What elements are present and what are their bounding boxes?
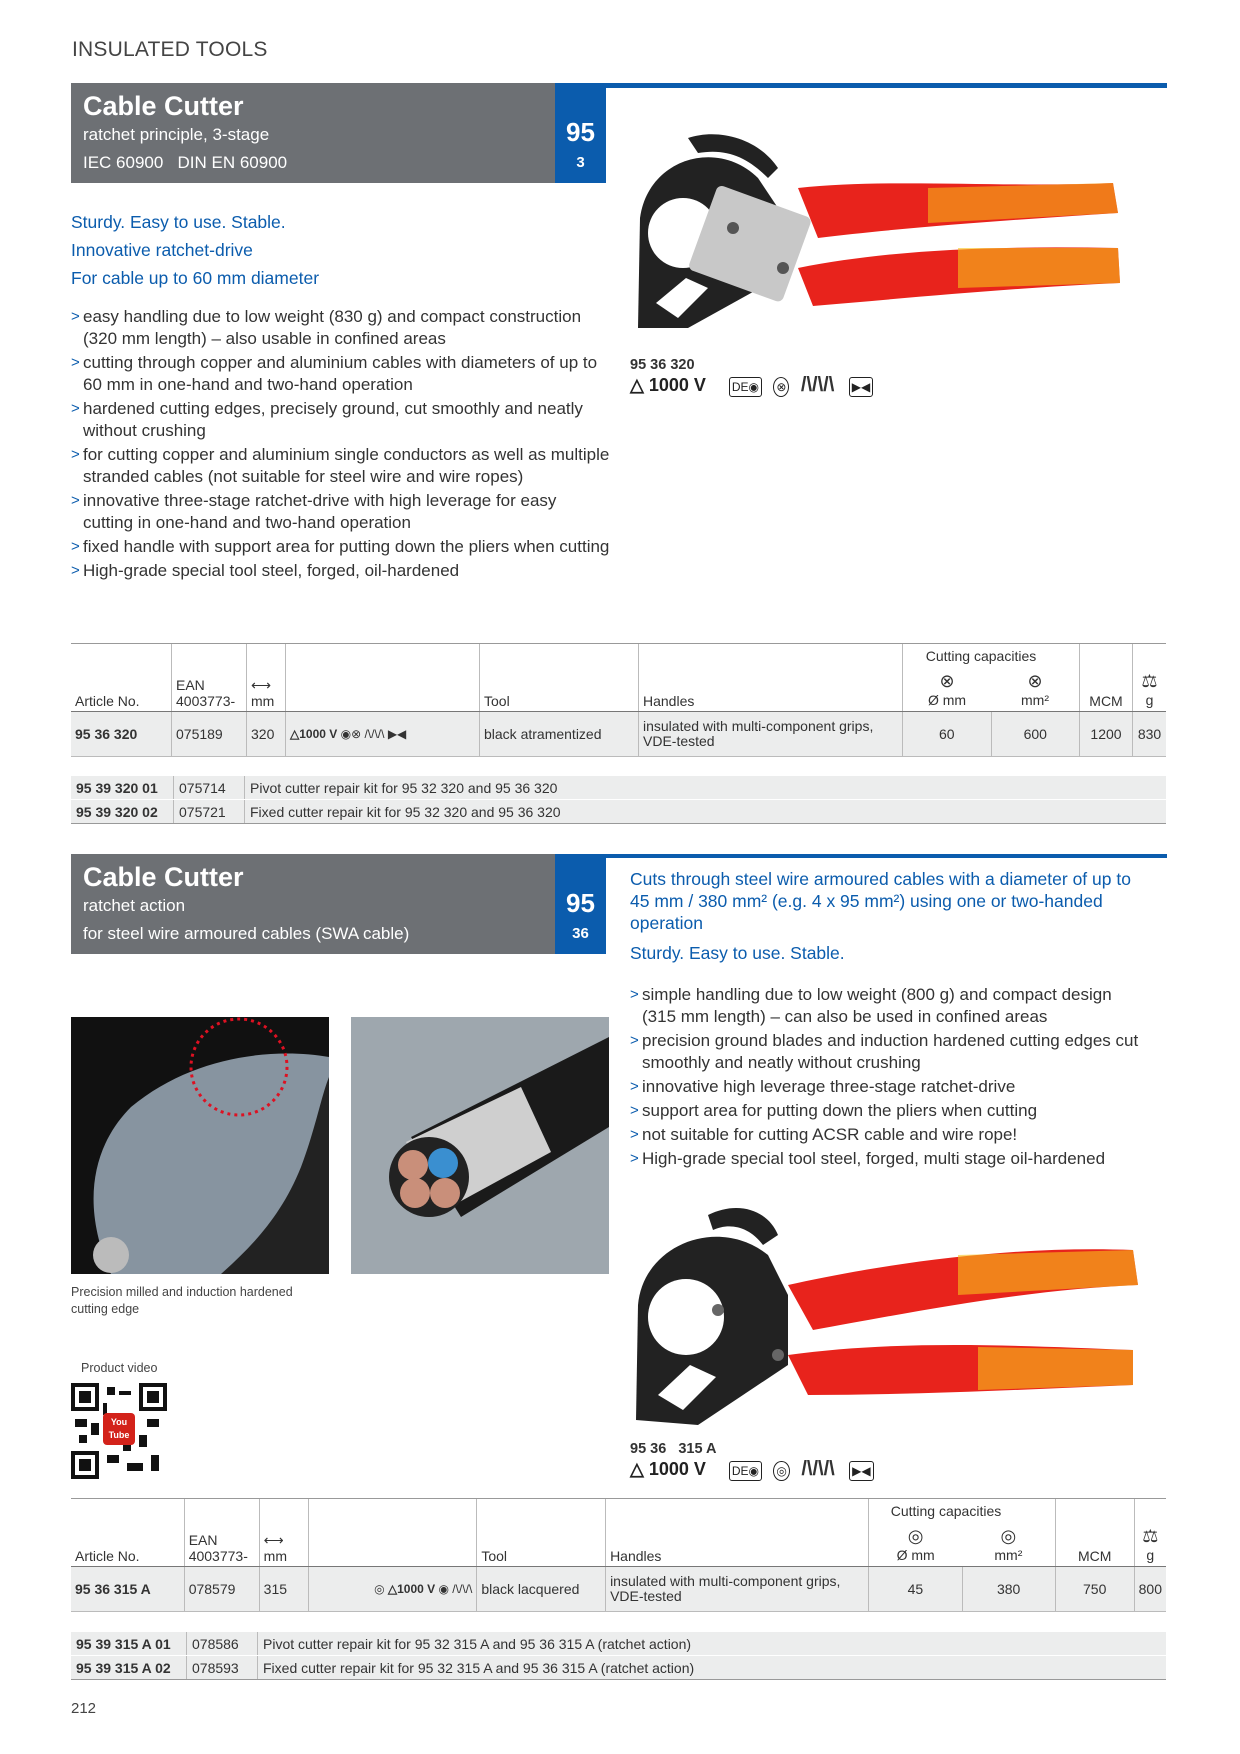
series-code: 95 — [566, 117, 595, 147]
feature-item: > fixed handle with support area for putting down the pliers when cutting — [71, 536, 611, 558]
col-handles: Handles — [606, 1499, 869, 1566]
kit-ean: 078593 — [187, 1656, 258, 1680]
row-ean: 075189 — [172, 711, 247, 756]
detail-caption: Precision milled and induction hardened cutting edge — [71, 1285, 293, 1316]
col-tool: Tool — [477, 1499, 606, 1566]
feature-item: > cutting through copper and aluminium cables with diameters of up to 60 mm in one-hand and two-hand operation — [71, 352, 611, 396]
row-handles: insulated with multi-component grips, VDE-tested — [639, 711, 903, 756]
kit-article: 95 39 315 A 02 — [71, 1656, 187, 1680]
product2-series-badge — [555, 854, 606, 954]
tagline: Sturdy. Easy to use. Stable. — [71, 212, 286, 232]
product2-header — [71, 854, 555, 954]
ean-label: EAN — [176, 676, 205, 693]
product2-features — [630, 984, 1150, 1172]
tagline: Cuts through steel wire armoured cables with a diameter of up to 45 mm / 380 mm² (e.g. 4 x 95 mm²) using one or two-handed operation — [630, 869, 1131, 933]
feature-item: > support area for putting down the pliers when cutting — [630, 1100, 1150, 1122]
product-video-qr-code[interactable] — [71, 1383, 167, 1479]
product2-image-article: 95 36 315 A — [630, 1441, 717, 1457]
weight-unit: g — [1145, 691, 1154, 708]
product1-standards: IEC 60900 DIN EN 60900 — [83, 153, 288, 172]
kit-desc: Pivot cutter repair kit for 95 32 315 A and 95 36 315 A (ratchet action) — [258, 1632, 1167, 1656]
row-handles: insulated with multi-component grips, VDE-tested — [606, 1566, 869, 1611]
cable-cross-icon: ⊗ — [939, 670, 955, 691]
voltage-label: 1000 V — [648, 1459, 706, 1479]
row-symbols: ◎ △1000 V ◉ /\/\/\ — [308, 1566, 477, 1611]
product1-features — [71, 306, 611, 584]
product1-header — [71, 83, 555, 183]
kit-article: 95 39 315 A 01 — [71, 1632, 187, 1656]
col-handles: Handles — [639, 644, 903, 711]
divider — [71, 1679, 1166, 1680]
series-sub: 3 — [576, 154, 585, 171]
dia-unit: Ø mm — [927, 691, 967, 708]
row-article: 95 36 315 A — [71, 1566, 184, 1611]
tagline: Sturdy. Easy to use. Stable. — [630, 943, 845, 963]
kit-article: 95 39 320 02 — [71, 800, 174, 824]
cutting-capacities-label: Cutting capacities — [890, 1503, 1002, 1519]
kit-desc: Pivot cutter repair kit for 95 32 320 and 95 36 320 — [245, 776, 1167, 800]
series-code: 95 — [566, 888, 595, 918]
row-ean: 078579 — [184, 1566, 259, 1611]
feature-item: > hardened cutting edges, precisely ground, cut smoothly and neatly without crushing — [71, 398, 611, 442]
page-number: 212 — [71, 1700, 97, 1717]
table-row — [71, 776, 1166, 800]
row-voltage: 1000 V — [397, 1581, 436, 1596]
stranded-wire-icon: /\/\/\ — [801, 1458, 835, 1480]
product1-image-article: 95 36 320 — [630, 357, 695, 373]
series-sub: 36 — [572, 925, 589, 942]
row-symbols: △1000 V ◉⊗ /\/\/\ ▶◀ — [286, 711, 480, 756]
youtube-label-bottom: Tube — [108, 1430, 130, 1440]
ean-prefix: 4003773- — [188, 1547, 248, 1564]
voltage-badge: △ 1000 V — [630, 1459, 706, 1479]
divider — [71, 823, 1166, 824]
col-weight — [1134, 1499, 1166, 1566]
product1-symbols — [630, 374, 880, 397]
length-arrow-icon: ⟷ — [263, 1531, 284, 1548]
length-unit: mm — [263, 1547, 287, 1564]
feature-item: > precision ground blades and induction hardened cutting edges cut smoothly and neatly without crushing — [630, 1030, 1150, 1074]
feature-item: > simple handling due to low weight (800 g) and compact design (315 mm length) – can also be used in confined areas — [630, 984, 1150, 1028]
product1-kit-table — [71, 776, 1166, 824]
row-tool: black atramentized — [480, 711, 639, 756]
tagline: For cable up to 60 mm diameter — [71, 268, 320, 288]
row-mcm: 1200 — [1080, 711, 1133, 756]
dia-unit: Ø mm — [896, 1546, 935, 1563]
col-symbols — [286, 644, 480, 711]
feature-item: > for cutting copper and aluminium single conductors as well as multiple stranded cables (not suitable for steel wire and wire ropes) — [71, 444, 611, 488]
product1-image — [628, 128, 1148, 343]
col-article: Article No. — [71, 1499, 184, 1566]
col-length — [259, 1499, 308, 1566]
product2-subtitle: ratchet action — [83, 896, 186, 915]
youtube-label-top: You — [110, 1417, 128, 1427]
product1-subtitle: ratchet principle, 3-stage — [83, 125, 270, 144]
cable-cross-icon: ⊗ — [1027, 670, 1043, 691]
voltage-badge: △ 1000 V — [630, 375, 706, 395]
ean-prefix: 4003773- — [176, 692, 236, 709]
feature-item: > innovative high leverage three-stage ratchet-drive — [630, 1076, 1150, 1098]
kit-desc: Fixed cutter repair kit for 95 32 320 and 95 36 320 — [245, 800, 1167, 824]
row-weight: 830 — [1133, 711, 1167, 756]
ean-label: EAN — [188, 1531, 218, 1548]
product1-series-badge — [555, 83, 606, 183]
kit-article: 95 39 320 01 — [71, 776, 174, 800]
product1-title: Cable Cutter — [83, 91, 244, 121]
section-label: INSULATED TOOLS — [72, 38, 268, 61]
cutting-capacities-label: Cutting capacities — [925, 648, 1037, 664]
cutting-edge-detail-image — [71, 1017, 329, 1274]
cutting-edge-icon: ▶◀ — [849, 377, 873, 397]
row-voltage: 1000 V — [299, 726, 338, 741]
kit-desc: Fixed cutter repair kit for 95 32 315 A and 95 36 315 A (ratchet action) — [258, 1656, 1167, 1680]
product2-symbols — [630, 1458, 881, 1481]
video-label: Product video — [81, 1361, 158, 1375]
kit-ean: 075714 — [174, 776, 245, 800]
swa-cable-image — [351, 1017, 609, 1274]
product2-image — [628, 1205, 1148, 1435]
col-mcm: MCM — [1080, 644, 1133, 711]
mm2-unit: mm² — [1021, 691, 1049, 708]
weight-unit: g — [1146, 1546, 1155, 1563]
row-dia: 45 — [869, 1566, 962, 1611]
row-length: 315 — [259, 1566, 308, 1611]
col-weight — [1133, 644, 1167, 711]
length-unit: mm — [251, 692, 275, 709]
row-mm2: 600 — [991, 711, 1080, 756]
row-article: 95 36 320 — [71, 711, 172, 756]
armoured-cable-icon: ◎ — [907, 1525, 924, 1546]
feature-item: > not suitable for cutting ACSR cable and wire rope! — [630, 1124, 1150, 1146]
product2-kit-table — [71, 1632, 1166, 1680]
weight-scale-icon: ⚖ — [1142, 1525, 1159, 1546]
stranded-wire-icon: /\/\/\ — [800, 374, 835, 396]
armoured-cable-icon: ◎ — [1000, 1525, 1017, 1546]
header-accent-bar — [555, 83, 1167, 88]
tagline: Innovative ratchet-drive — [71, 240, 253, 260]
kit-ean: 078586 — [187, 1632, 258, 1656]
header-accent-bar — [555, 854, 1167, 858]
table-row — [71, 711, 1166, 756]
mm2-unit: mm² — [994, 1546, 1023, 1563]
col-symbols — [308, 1499, 477, 1566]
product1-taglines — [71, 208, 601, 292]
row-length: 320 — [247, 711, 286, 756]
voltage-label: 1000 V — [648, 375, 706, 395]
col-length — [247, 644, 286, 711]
table-row — [71, 1566, 1166, 1611]
row-mm2: 380 — [962, 1566, 1055, 1611]
product2-title: Cable Cutter — [83, 862, 244, 892]
kit-ean: 075721 — [174, 800, 245, 824]
col-mcm: MCM — [1055, 1499, 1134, 1566]
feature-item: > High-grade special tool steel, forged, multi stage oil-hardened — [630, 1148, 1150, 1170]
row-tool: black lacquered — [477, 1566, 606, 1611]
row-mcm: 750 — [1055, 1566, 1134, 1611]
row-dia: 60 — [903, 711, 992, 756]
feature-item: > easy handling due to low weight (830 g) and compact construction (320 mm length) – also usable in confined areas — [71, 306, 611, 350]
col-ean — [172, 644, 247, 711]
product2-subtitle2: for steel wire armoured cables (SWA cable) — [83, 924, 410, 943]
weight-scale-icon: ⚖ — [1141, 670, 1158, 691]
row-weight: 800 — [1134, 1566, 1166, 1611]
col-article: Article No. — [71, 644, 172, 711]
feature-item: > innovative three-stage ratchet-drive with high leverage for easy cutting in one-hand and two-hand operation — [71, 490, 611, 534]
table-row — [71, 1632, 1166, 1656]
youtube-icon — [103, 1413, 135, 1445]
vde-icon: DE◉ — [729, 377, 762, 397]
table-row — [71, 800, 1166, 824]
length-arrow-icon: ⟷ — [251, 676, 272, 693]
col-tool: Tool — [480, 644, 639, 711]
feature-item: > High-grade special tool steel, forged, oil-hardened — [71, 560, 611, 582]
cutting-edge-icon: ▶◀ — [849, 1461, 873, 1481]
table-row — [71, 1656, 1166, 1680]
armoured-cable-icon: ◎ — [773, 1461, 789, 1481]
vde-icon: DE◉ — [729, 1461, 762, 1481]
col-ean — [184, 1499, 259, 1566]
multi-conductor-icon: ⊗ — [773, 377, 789, 397]
